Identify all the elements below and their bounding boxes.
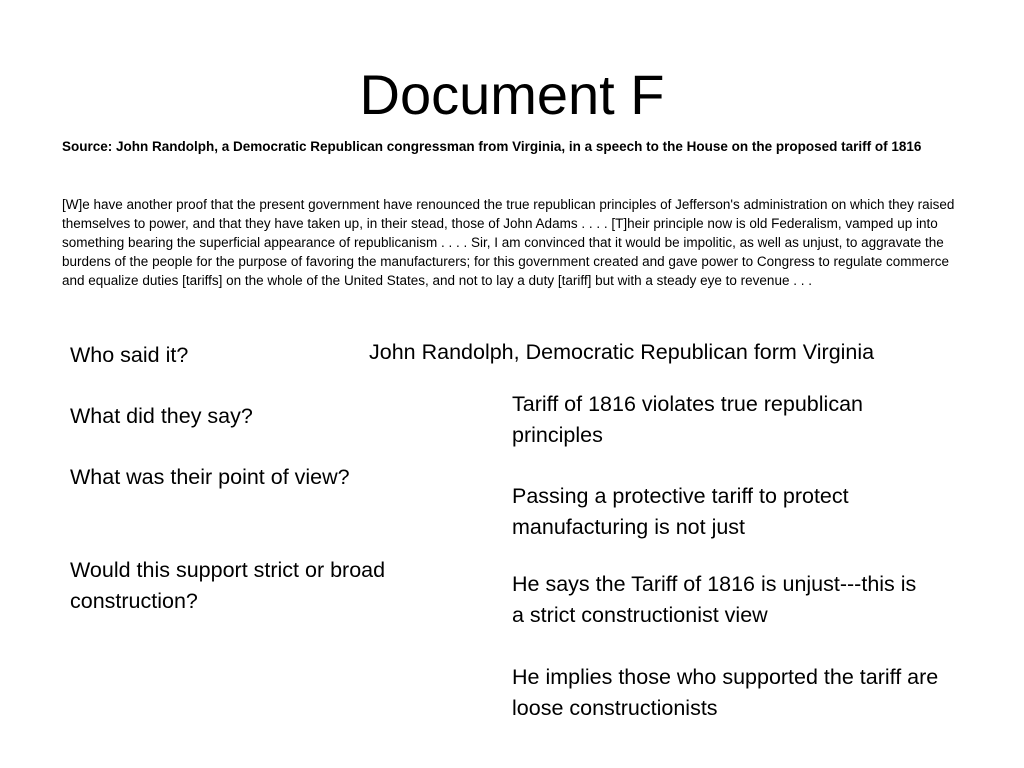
source-citation: Source: John Randolph, a Democratic Republican congressman from Virginia, in a speech to the House on the proposed tariff of 1816 [62,139,922,154]
answer-construction-loose: He implies those who supported the tariff are loose constructionists [512,665,939,720]
answer-who: John Randolph, Democratic Republican form Virginia [369,340,875,364]
question-who: Who said it? [70,343,189,367]
slide-title: Document F [359,63,665,126]
question-construction: Would this support strict or broad construction? [70,558,386,613]
answer-construction-strict: He says the Tariff of 1816 is unjust---this is a strict constructionist view [512,572,917,627]
speech-excerpt: [W]e have another proof that the present government have renounced the true republican principles of Jefferson's administration on which they raised themselves to power, and that they have taken up, in their stead, those of John Adams . . . . [T]heir principle now is old Federalism, vamped up into something bearing the superficial appearance of republicanism . . . . Sir, I am convinced that it would be impolitic, as well as unjust, to aggravate the burdens of the people for the purpose of favoring the manufacturers; for this government created and gave power to Congress to regulate commerce and equalize duties [tariffs] on the whole of the United States, and not to lay a duty [tariff] but with a steady eye to revenue . . . [62,197,955,288]
question-point-of-view: What was their point of view? [70,465,350,489]
question-what: What did they say? [70,404,253,428]
answer-what: Tariff of 1816 violates true republican principles [512,392,863,447]
answer-point-of-view: Passing a protective tariff to protect manufacturing is not just [512,484,849,539]
